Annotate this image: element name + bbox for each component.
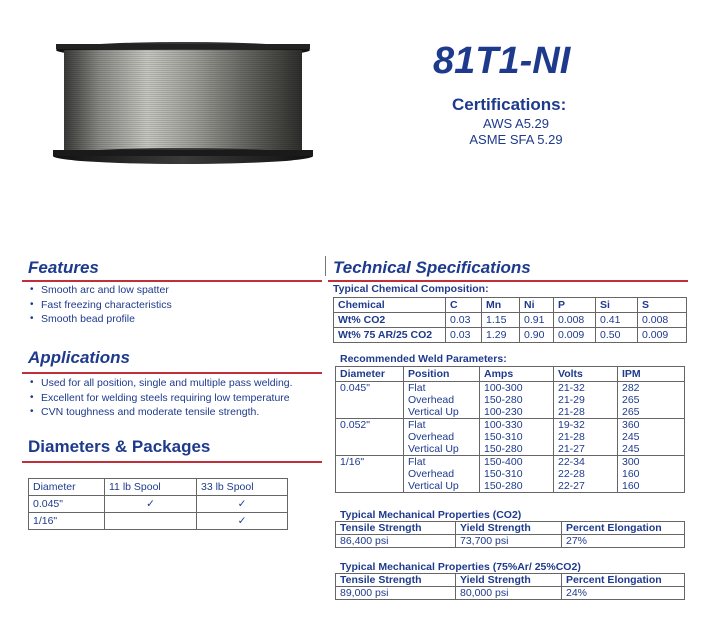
table-cell: 245 [622, 431, 640, 443]
column-header: Ni [520, 298, 554, 313]
column-header: S [638, 298, 687, 313]
tech-specs-title: Technical Specifications [333, 258, 531, 277]
column-header: Percent Elongation [562, 522, 685, 535]
table-row [336, 443, 685, 456]
empty-cell [336, 394, 404, 406]
table-cell: Flat [404, 419, 480, 432]
column-header: Volts [554, 367, 618, 382]
column-header: Diameter [29, 479, 105, 496]
table-row [336, 480, 685, 493]
mech-co2-table [335, 521, 685, 548]
table-cell: 19-32 [554, 419, 618, 432]
table-row [336, 535, 685, 548]
empty-cell [336, 431, 404, 443]
mech-co2-heading: Typical Mechanical Properties (CO2) [340, 509, 522, 521]
table-cell: 27% [562, 535, 685, 548]
column-header: Mn [482, 298, 520, 313]
column-header: 33 lb Spool [197, 479, 288, 496]
table-cell: 150-280 [480, 443, 554, 456]
table-cell: 22-28 [554, 468, 618, 480]
chem-heading: Typical Chemical Composition: [333, 283, 489, 295]
table-cell: 1.15 [482, 313, 520, 328]
features-title: Features [28, 258, 99, 277]
table-cell: 0.008 [638, 313, 687, 328]
column-header: Si [596, 298, 638, 313]
column-header: IPM [622, 368, 641, 380]
table-cell: 89,000 psi [336, 587, 456, 600]
table-row [336, 394, 685, 406]
table-row [336, 406, 685, 419]
mech-mix-table [335, 573, 685, 600]
table-cell: 0.50 [596, 328, 638, 343]
table-cell: 0.045" [29, 496, 105, 513]
empty-cell [336, 468, 404, 480]
table-cell: 21-27 [554, 443, 618, 456]
table-cell: Wt% CO2 [334, 313, 446, 328]
column-header: Percent Elongation [562, 574, 685, 587]
table-cell: 0.03 [446, 328, 482, 343]
weld-heading: Recommended Weld Parameters: [340, 353, 507, 365]
column-divider [325, 256, 326, 276]
table-cell: Vertical Up [404, 406, 480, 419]
table-cell: 150-280 [480, 480, 554, 493]
section-rule [22, 372, 322, 374]
column-header: 11 lb Spool [105, 479, 197, 496]
list-item-continuation: CVN toughness and moderate tensile strength. [41, 406, 260, 418]
section-rule [328, 280, 688, 282]
table-cell: 0.009 [554, 328, 596, 343]
list-item: • Used for all position, single and multiple pass welding. [28, 376, 324, 391]
chemical-composition-table [333, 297, 687, 343]
list-item [28, 405, 324, 420]
section-rule [22, 280, 322, 282]
applications-list [28, 376, 324, 420]
empty-cell [336, 443, 404, 456]
table-row [336, 468, 685, 480]
table-cell: 265 [622, 406, 640, 418]
column-header: Chemical [334, 298, 446, 313]
table-row [334, 313, 687, 328]
column-header: Tensile Strength [336, 574, 456, 587]
list-item: • Smooth bead profile [28, 312, 318, 327]
table-cell: Vertical Up [404, 480, 480, 493]
table-cell: Overhead [404, 468, 480, 480]
table-row [29, 513, 288, 530]
list-item: • Smooth arc and low spatter [28, 283, 318, 298]
table-cell: Overhead [404, 431, 480, 443]
weld-parameters-table [335, 366, 685, 493]
mech-mix-heading: Typical Mechanical Properties (75%Ar/ 25%CO2) [340, 561, 581, 573]
table-cell: 80,000 psi [456, 587, 562, 600]
empty-cell [336, 406, 404, 419]
table-cell: 1/16" [29, 513, 105, 530]
table-cell: 150-310 [480, 431, 554, 443]
checkmark: ✓ [197, 496, 288, 513]
checkmark [105, 513, 197, 530]
table-cell: 73,700 psi [456, 535, 562, 548]
column-header: Tensile Strength [336, 522, 456, 535]
list-item: • Excellent for welding steels requiring low temperature [28, 391, 324, 406]
table-row [334, 328, 687, 343]
table-cell: Wt% 75 AR/25 CO2 [334, 328, 446, 343]
column-header: Amps [480, 367, 554, 382]
table-cell: 245 [622, 443, 640, 455]
table-cell: Flat [404, 382, 480, 395]
table-cell: 100-300 [480, 382, 554, 395]
table-cell: 300 [622, 456, 640, 468]
table-row [336, 419, 685, 432]
diameter-cell: 1/16" [336, 456, 404, 469]
table-cell: 21-28 [554, 431, 618, 443]
packages-table [28, 478, 288, 530]
table-row [336, 431, 685, 443]
certification-line: ASME SFA 5.29 [469, 132, 563, 147]
column-header: Position [404, 367, 480, 382]
packages-title: Diameters & Packages [28, 437, 211, 456]
table-header-row [336, 574, 685, 587]
applications-title: Applications [28, 348, 131, 367]
table-cell: 0.91 [520, 313, 554, 328]
table-cell: 21-28 [554, 406, 618, 419]
table-cell: Vertical Up [404, 443, 480, 456]
table-cell: 21-29 [554, 394, 618, 406]
features-list [28, 283, 318, 327]
table-header-row [334, 298, 687, 313]
table-row [29, 496, 288, 513]
table-cell: 0.90 [520, 328, 554, 343]
diameter-cell: 0.052" [336, 419, 404, 432]
table-cell: 150-400 [480, 456, 554, 469]
table-cell: 150-280 [480, 394, 554, 406]
table-cell: 0.03 [446, 313, 482, 328]
empty-cell [336, 480, 404, 493]
table-cell: 0.008 [554, 313, 596, 328]
table-header-row [336, 367, 685, 382]
list-item: • Fast freezing characteristics [28, 298, 318, 313]
table-row [336, 587, 685, 600]
table-cell: 160 [622, 480, 640, 492]
table-cell: 265 [622, 394, 640, 406]
table-header-row [29, 479, 288, 496]
table-cell: 100-330 [480, 419, 554, 432]
table-cell: 22-27 [554, 480, 618, 493]
diameter-cell: 0.045" [336, 382, 404, 395]
table-cell: 0.009 [638, 328, 687, 343]
table-cell: 150-310 [480, 468, 554, 480]
table-cell: 100-230 [480, 406, 554, 419]
column-header: Yield Strength [456, 522, 562, 535]
table-cell: 160 [622, 468, 640, 480]
table-cell: 24% [562, 587, 685, 600]
column-header: C [446, 298, 482, 313]
column-header: Yield Strength [456, 574, 562, 587]
table-row [336, 382, 685, 395]
section-rule [22, 461, 322, 463]
column-header: Diameter [336, 367, 404, 382]
checkmark: ✓ [197, 513, 288, 530]
checkmark: ✓ [105, 496, 197, 513]
table-cell: Overhead [404, 394, 480, 406]
table-cell: 360 [622, 419, 640, 431]
certification-line: AWS A5.29 [483, 116, 549, 131]
table-cell: 21-32 [554, 382, 618, 395]
table-cell: 0.41 [596, 313, 638, 328]
wire-spool-image [48, 38, 318, 168]
table-cell: 1.29 [482, 328, 520, 343]
product-title: 81T1-NI [433, 40, 571, 82]
table-cell: Flat [404, 456, 480, 469]
table-cell: 22-34 [554, 456, 618, 469]
table-row [336, 456, 685, 469]
table-cell: 86,400 psi [336, 535, 456, 548]
column-header: P [554, 298, 596, 313]
table-header-row [336, 522, 685, 535]
table-cell: 282 [622, 382, 640, 394]
certifications-heading: Certifications: [452, 95, 567, 114]
